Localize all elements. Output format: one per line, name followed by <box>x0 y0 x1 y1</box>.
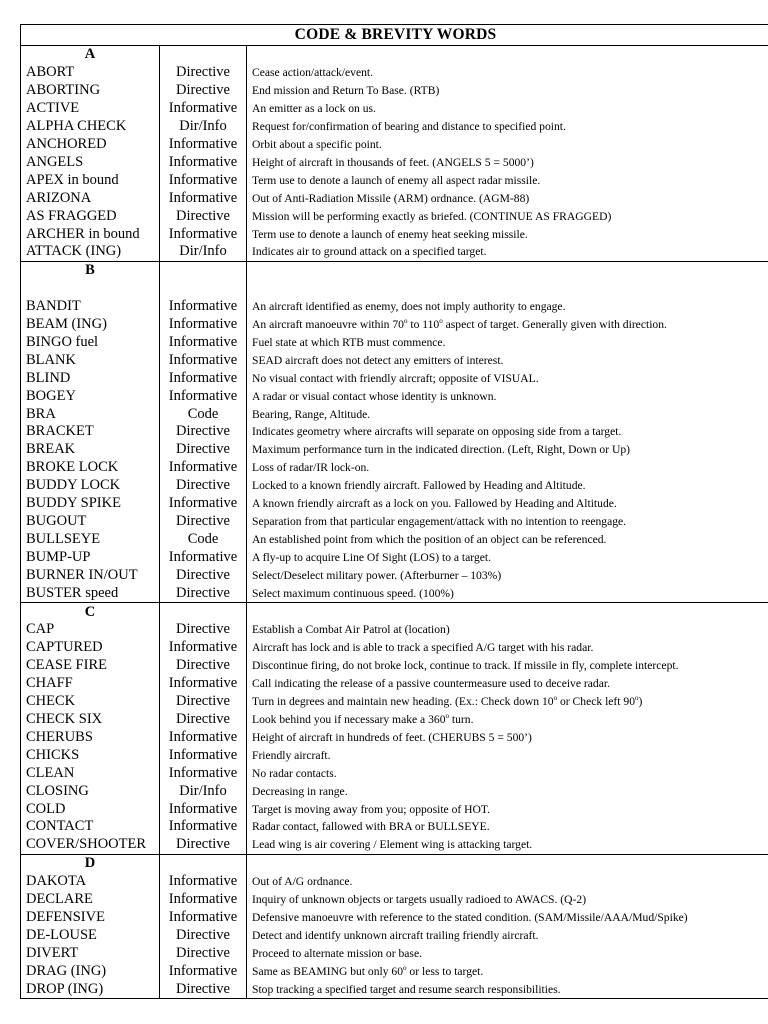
table-row <box>21 764 768 782</box>
table-row <box>21 495 768 513</box>
table-row <box>21 926 768 944</box>
section-letter: A <box>21 46 160 64</box>
table-row <box>21 100 768 118</box>
word-type: Code <box>160 405 247 423</box>
word-definition: Inquiry of unknown objects or targets usually radioed to AWACS. (Q-2) <box>247 891 768 909</box>
table-row <box>21 351 768 369</box>
table-row <box>21 118 768 136</box>
word-type: Informative <box>160 746 247 764</box>
section-type-spacer <box>160 46 247 64</box>
table-row <box>21 621 768 639</box>
brevity-table <box>20 24 768 999</box>
word-definition: No radar contacts. <box>247 764 768 782</box>
table-row <box>21 405 768 423</box>
code-word: DRAG (ING) <box>21 962 160 980</box>
word-definition: Loss of radar/IR lock-on. <box>247 459 768 477</box>
word-type: Directive <box>160 584 247 602</box>
word-type: Informative <box>160 153 247 171</box>
code-word: ARIZONA <box>21 189 160 207</box>
code-word: CLOSING <box>21 782 160 800</box>
section-header-c <box>21 603 768 621</box>
code-word: BLANK <box>21 351 160 369</box>
code-word: ATTACK (ING) <box>21 243 160 261</box>
code-word: ANGELS <box>21 153 160 171</box>
word-definition: An aircraft manoeuvre within 70$^o$ to 110$^o$ aspect of target. Generally given with direction. <box>247 316 768 334</box>
code-word: BANDIT <box>21 298 160 316</box>
word-type: Informative <box>160 334 247 352</box>
word-definition: A radar or visual contact whose identity is unknown. <box>247 387 768 405</box>
table-row <box>21 944 768 962</box>
section-letter: D <box>21 854 160 872</box>
word-type: Directive <box>160 82 247 100</box>
word-type: Informative <box>160 298 247 316</box>
code-word: DROP (ING) <box>21 980 160 998</box>
word-definition: Request for/confirmation of bearing and distance to specified point. <box>247 118 768 136</box>
word-definition: No visual contact with friendly aircraft; opposite of VISUAL. <box>247 369 768 387</box>
code-word: ABORTING <box>21 82 160 100</box>
code-word: ABORT <box>21 64 160 82</box>
code-word: DEFENSIVE <box>21 909 160 927</box>
brevity-words-sheet <box>20 24 768 999</box>
word-definition: Friendly aircraft. <box>247 746 768 764</box>
section-header-d <box>21 854 768 872</box>
word-definition: Height of aircraft in thousands of feet. (ANGELS 5 = 5000’) <box>247 153 768 171</box>
page-title: CODE & BREVITY WORDS <box>21 25 768 46</box>
word-definition: Detect and identify unknown aircraft trailing friendly aircraft. <box>247 926 768 944</box>
table-row <box>21 513 768 531</box>
word-definition: Orbit about a specific point. <box>247 136 768 154</box>
table-row <box>21 962 768 980</box>
word-definition: An established point from which the position of an object can be referenced. <box>247 530 768 548</box>
word-definition: Decreasing in range. <box>247 782 768 800</box>
code-word: CHECK <box>21 693 160 711</box>
word-definition <box>247 280 768 298</box>
word-type: Informative <box>160 800 247 818</box>
word-type: Informative <box>160 639 247 657</box>
section-type-spacer <box>160 261 247 279</box>
code-word: BRA <box>21 405 160 423</box>
word-type: Directive <box>160 423 247 441</box>
brevity-table-body <box>21 25 768 999</box>
code-word: ALPHA CHECK <box>21 118 160 136</box>
code-word: CAPTURED <box>21 639 160 657</box>
table-row <box>21 82 768 100</box>
word-definition: Turn in degrees and maintain new heading. (Ex.: Check down 10$^o$ or Check left 90$^o$) <box>247 693 768 711</box>
word-type: Directive <box>160 980 247 998</box>
code-word: CEASE FIRE <box>21 657 160 675</box>
table-row <box>21 243 768 261</box>
section-type-spacer <box>160 854 247 872</box>
word-type: Informative <box>160 675 247 693</box>
table-row <box>21 334 768 352</box>
word-definition: An aircraft identified as enemy, does not imply authority to engage. <box>247 298 768 316</box>
section-header-a <box>21 46 768 64</box>
word-type: Directive <box>160 836 247 854</box>
table-row <box>21 207 768 225</box>
word-definition: Select maximum continuous speed. (100%) <box>247 584 768 602</box>
word-definition: End mission and Return To Base. (RTB) <box>247 82 768 100</box>
table-row <box>21 548 768 566</box>
table-row <box>21 369 768 387</box>
word-type: Directive <box>160 513 247 531</box>
code-word: COLD <box>21 800 160 818</box>
word-type: Informative <box>160 171 247 189</box>
code-word: DECLARE <box>21 891 160 909</box>
table-row <box>21 280 768 298</box>
code-word: BLIND <box>21 369 160 387</box>
table-row <box>21 298 768 316</box>
word-type: Informative <box>160 225 247 243</box>
code-word: CLEAN <box>21 764 160 782</box>
table-row <box>21 909 768 927</box>
section-letter: C <box>21 603 160 621</box>
word-type: Code <box>160 530 247 548</box>
table-row <box>21 980 768 998</box>
table-row <box>21 530 768 548</box>
word-definition: Defensive manoeuvre with reference to the stated condition. (SAM/Missile/AAA/Mud/Spike) <box>247 909 768 927</box>
table-row <box>21 171 768 189</box>
section-definition-spacer <box>247 261 768 279</box>
word-type: Informative <box>160 136 247 154</box>
word-type: Informative <box>160 351 247 369</box>
code-word: CHAFF <box>21 675 160 693</box>
word-type: Directive <box>160 693 247 711</box>
word-type: Directive <box>160 621 247 639</box>
word-definition: Indicates geometry where aircrafts will separate on opposing side from a target. <box>247 423 768 441</box>
word-type: Informative <box>160 818 247 836</box>
word-definition: Aircraft has lock and is able to track a specified A/G target with his radar. <box>247 639 768 657</box>
word-type: Directive <box>160 926 247 944</box>
table-row <box>21 873 768 891</box>
word-definition: Fuel state at which RTB must commence. <box>247 334 768 352</box>
table-row <box>21 459 768 477</box>
section-definition-spacer <box>247 603 768 621</box>
code-word: BRACKET <box>21 423 160 441</box>
table-row <box>21 584 768 602</box>
code-word: AS FRAGGED <box>21 207 160 225</box>
word-definition: Term use to denote a launch of enemy heat seeking missile. <box>247 225 768 243</box>
table-row <box>21 836 768 854</box>
table-row <box>21 711 768 729</box>
word-definition: Out of A/G ordnance. <box>247 873 768 891</box>
word-definition: Proceed to alternate mission or base. <box>247 944 768 962</box>
table-row <box>21 64 768 82</box>
word-type: Informative <box>160 764 247 782</box>
word-type: Directive <box>160 441 247 459</box>
word-type: Informative <box>160 100 247 118</box>
section-letter: B <box>21 261 160 279</box>
word-definition: Mission will be performing exactly as briefed. (CONTINUE AS FRAGGED) <box>247 207 768 225</box>
table-row <box>21 136 768 154</box>
table-row <box>21 387 768 405</box>
word-type: Informative <box>160 459 247 477</box>
code-word: BUGOUT <box>21 513 160 531</box>
word-type: Informative <box>160 495 247 513</box>
table-row <box>21 746 768 764</box>
code-word: BROKE LOCK <box>21 459 160 477</box>
word-type: Directive <box>160 477 247 495</box>
code-word: DIVERT <box>21 944 160 962</box>
title-row <box>21 25 768 46</box>
word-type: Informative <box>160 962 247 980</box>
table-row <box>21 316 768 334</box>
table-row <box>21 728 768 746</box>
table-row <box>21 441 768 459</box>
code-word: BURNER IN/OUT <box>21 566 160 584</box>
code-word: BUDDY SPIKE <box>21 495 160 513</box>
code-word: BUDDY LOCK <box>21 477 160 495</box>
code-word: APEX in bound <box>21 171 160 189</box>
word-definition: Lead wing is air covering / Element wing is attacking target. <box>247 836 768 854</box>
word-type: Informative <box>160 387 247 405</box>
table-row <box>21 477 768 495</box>
word-definition: A fly-up to acquire Line Of Sight (LOS) to a target. <box>247 548 768 566</box>
word-definition: Stop tracking a specified target and resume search responsibilities. <box>247 980 768 998</box>
code-word: CONTACT <box>21 818 160 836</box>
code-word: BULLSEYE <box>21 530 160 548</box>
table-row <box>21 818 768 836</box>
code-word: BINGO fuel <box>21 334 160 352</box>
code-word: ACTIVE <box>21 100 160 118</box>
word-type: Directive <box>160 207 247 225</box>
code-word: BEAM (ING) <box>21 316 160 334</box>
word-definition: Locked to a known friendly aircraft. Fallowed by Heading and Altitude. <box>247 477 768 495</box>
word-definition: An emitter as a lock on us. <box>247 100 768 118</box>
word-definition: Call indicating the release of a passive countermeasure used to deceive radar. <box>247 675 768 693</box>
word-definition: Height of aircraft in hundreds of feet. (CHERUBS 5 = 500’) <box>247 728 768 746</box>
code-word: BUMP-UP <box>21 548 160 566</box>
word-type: Informative <box>160 891 247 909</box>
word-type: Dir/Info <box>160 782 247 800</box>
word-definition: Separation from that particular engagement/attack with no intention to reengage. <box>247 513 768 531</box>
code-word: ARCHER in bound <box>21 225 160 243</box>
word-definition: Bearing, Range, Altitude. <box>247 405 768 423</box>
word-definition: SEAD aircraft does not detect any emitters of interest. <box>247 351 768 369</box>
word-definition: Term use to denote a launch of enemy all aspect radar missile. <box>247 171 768 189</box>
section-definition-spacer <box>247 46 768 64</box>
table-row <box>21 639 768 657</box>
code-word: DE-LOUSE <box>21 926 160 944</box>
word-definition: Out of Anti-Radiation Missile (ARM) ordnance. (AGM-88) <box>247 189 768 207</box>
word-definition: Look behind you if necessary make a 360$^o$ turn. <box>247 711 768 729</box>
word-type: Dir/Info <box>160 243 247 261</box>
table-row <box>21 225 768 243</box>
word-definition: Target is moving away from you; opposite of HOT. <box>247 800 768 818</box>
table-row <box>21 189 768 207</box>
word-definition: Select/Deselect military power. (Afterburner – 103%) <box>247 566 768 584</box>
word-type: Directive <box>160 711 247 729</box>
section-type-spacer <box>160 603 247 621</box>
word-type: Informative <box>160 909 247 927</box>
table-row <box>21 800 768 818</box>
word-type <box>160 280 247 298</box>
code-word: DAKOTA <box>21 873 160 891</box>
table-row <box>21 153 768 171</box>
word-type: Informative <box>160 189 247 207</box>
code-word: COVER/SHOOTER <box>21 836 160 854</box>
code-word: BUSTER speed <box>21 584 160 602</box>
table-row <box>21 657 768 675</box>
word-type: Informative <box>160 728 247 746</box>
word-definition: Establish a Combat Air Patrol at (location) <box>247 621 768 639</box>
word-type: Informative <box>160 548 247 566</box>
word-type: Directive <box>160 657 247 675</box>
word-type: Directive <box>160 64 247 82</box>
table-row <box>21 693 768 711</box>
word-type: Directive <box>160 566 247 584</box>
code-word: CHECK SIX <box>21 711 160 729</box>
word-definition: Maximum performance turn in the indicated direction. (Left, Right, Down or Up) <box>247 441 768 459</box>
word-definition: Cease action/attack/event. <box>247 64 768 82</box>
word-type: Informative <box>160 369 247 387</box>
word-definition: Radar contact, fallowed with BRA or BULLSEYE. <box>247 818 768 836</box>
code-word: CAP <box>21 621 160 639</box>
word-definition: Same as BEAMING but only 60$^o$ or less to target. <box>247 962 768 980</box>
word-type: Informative <box>160 873 247 891</box>
word-definition: A known friendly aircraft as a lock on you. Fallowed by Heading and Altitude. <box>247 495 768 513</box>
section-header-b <box>21 261 768 279</box>
table-row <box>21 423 768 441</box>
table-row <box>21 675 768 693</box>
code-word: BREAK <box>21 441 160 459</box>
word-type: Directive <box>160 944 247 962</box>
code-word <box>21 280 160 298</box>
code-word: BOGEY <box>21 387 160 405</box>
section-definition-spacer <box>247 854 768 872</box>
word-type: Dir/Info <box>160 118 247 136</box>
word-type: Informative <box>160 316 247 334</box>
code-word: CHERUBS <box>21 728 160 746</box>
code-word: CHICKS <box>21 746 160 764</box>
word-definition: Indicates air to ground attack on a specified target. <box>247 243 768 261</box>
table-row <box>21 891 768 909</box>
table-row <box>21 566 768 584</box>
table-row <box>21 782 768 800</box>
code-word: ANCHORED <box>21 136 160 154</box>
word-definition: Discontinue firing, do not broke lock, continue to track. If missile in fly, complete intercept. <box>247 657 768 675</box>
